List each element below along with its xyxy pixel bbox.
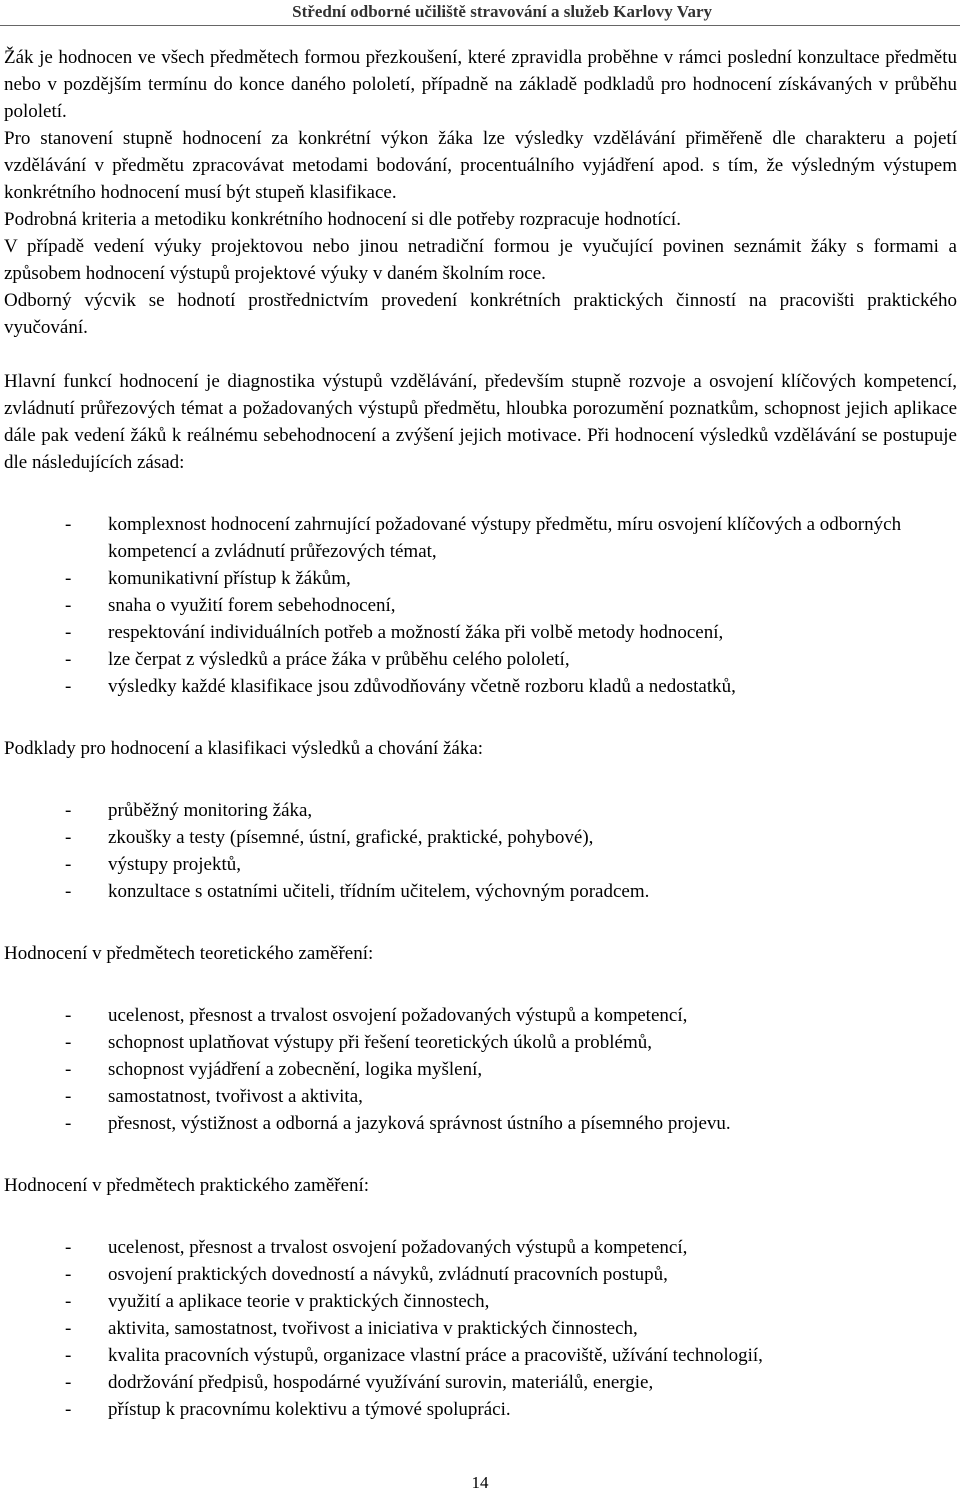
- spacer: [4, 762, 957, 797]
- spacer: [4, 341, 957, 368]
- spacer: [4, 1199, 957, 1234]
- list-item-text: přístup k pracovnímu kolektivu a týmové spolupráci.: [108, 1399, 511, 1420]
- dash-bullet: -: [65, 514, 72, 535]
- dash-bullet: -: [65, 1059, 72, 1080]
- dash-bullet: -: [65, 1372, 72, 1393]
- list-item: [4, 646, 957, 673]
- list-item-text: snaha o využití forem sebehodnocení,: [108, 595, 396, 616]
- dash-bullet: -: [65, 1032, 72, 1053]
- basis-list: [4, 797, 957, 905]
- spacer: [4, 476, 957, 511]
- dash-bullet: -: [65, 1237, 72, 1258]
- list-item: [4, 1110, 957, 1137]
- dash-bullet: -: [65, 595, 72, 616]
- dash-bullet: -: [65, 1113, 72, 1134]
- list-item-text: osvojení praktických dovedností a návyků, zvládnutí pracovních postupů,: [108, 1264, 668, 1285]
- list-item-text: výstupy projektů,: [108, 854, 241, 875]
- dash-bullet: -: [65, 649, 72, 670]
- practical-list: [4, 1234, 957, 1423]
- document-body: [4, 44, 957, 1423]
- dash-bullet: -: [65, 881, 72, 902]
- dash-bullet: -: [65, 1086, 72, 1107]
- list-item-text: respektování individuálních potřeb a možností žáka při volbě metody hodnocení,: [108, 622, 724, 643]
- list-item: [4, 1029, 957, 1056]
- principles-list: [4, 511, 957, 700]
- list-item-text: kvalita pracovních výstupů, organizace vlastní práce a pracoviště, užívání technologií,: [108, 1345, 763, 1366]
- list-item: [4, 1288, 957, 1315]
- list-item-text: zkoušky a testy (písemné, ústní, grafické, praktické, pohybové),: [108, 827, 594, 848]
- list-item: [4, 1056, 957, 1083]
- dash-bullet: -: [65, 1291, 72, 1312]
- list-item: [4, 1315, 957, 1342]
- list-item-text: lze čerpat z výsledků a práce žáka v průběhu celého pololetí,: [108, 649, 570, 670]
- list-item-text: konzultace s ostatními učiteli, třídním učitelem, výchovným poradcem.: [108, 881, 650, 902]
- list-item-text: využití a aplikace teorie v praktických činnostech,: [108, 1291, 490, 1312]
- theory-heading: Hodnocení v předmětech teoretického zaměření:: [4, 943, 374, 964]
- dash-bullet: -: [65, 676, 72, 697]
- list-item-text: přesnost, výstižnost a odborná a jazyková správnost ústního a písemného projevu.: [108, 1113, 731, 1134]
- dash-bullet: -: [65, 1345, 72, 1366]
- list-item: [4, 878, 957, 905]
- list-item-text: samostatnost, tvořivost a aktivita,: [108, 1086, 363, 1107]
- spacer: [4, 905, 957, 940]
- spacer: [4, 967, 957, 1002]
- dash-bullet: -: [65, 622, 72, 643]
- theory-list: [4, 1002, 957, 1137]
- list-item: [4, 1369, 957, 1396]
- list-item: [4, 1342, 957, 1369]
- list-item: [4, 1396, 957, 1423]
- main-paragraph: Hlavní funkcí hodnocení je diagnostika výstupů vzdělávání, především stupně rozvoje a osvojení klíčových kompetencí, zvládnutí průřezových témat a požadovaných výstupů předmětu, hloubka porozumění poznatkům, schopnost jejich aplikace dále pak vedení žáků k reálnému sebehodnocení a zvýšení jejich motivace. Při hodnocení výsledků vzdělávání se postupuje dle následujících zásad:: [4, 371, 957, 473]
- dash-bullet: -: [65, 1264, 72, 1285]
- list-item: [4, 673, 957, 700]
- list-item-text: schopnost vyjádření a zobecnění, logika myšlení,: [108, 1059, 483, 1080]
- dash-bullet: -: [65, 568, 72, 589]
- list-item-text: výsledky každé klasifikace jsou zdůvodňovány včetně rozboru kladů a nedostatků,: [108, 676, 736, 697]
- list-item-text: ucelenost, přesnost a trvalost osvojení požadovaných výstupů a kompetencí,: [108, 1237, 688, 1258]
- list-item-text: ucelenost, přesnost a trvalost osvojení požadovaných výstupů a kompetencí,: [108, 1005, 688, 1026]
- spacer: [4, 1137, 957, 1172]
- practical-heading: Hodnocení v předmětech praktického zaměření:: [4, 1175, 370, 1196]
- list-item-text: dodržování předpisů, hospodárné využívání surovin, materiálů, energie,: [108, 1372, 654, 1393]
- dash-bullet: -: [65, 827, 72, 848]
- list-item-text: komplexnost hodnocení zahrnující požadované výstupy předmětu, míru osvojení klíčových a odborných kompetencí a zvládnutí průřezových témat,: [108, 514, 902, 562]
- list-item: [4, 824, 957, 851]
- basis-heading: Podklady pro hodnocení a klasifikaci výsledků a chování žáka:: [4, 738, 484, 759]
- list-item: [4, 511, 957, 565]
- list-item-text: aktivita, samostatnost, tvořivost a iniciativa v praktických činnostech,: [108, 1318, 638, 1339]
- dash-bullet: -: [65, 800, 72, 821]
- intro-paragraph: Žák je hodnocen ve všech předmětech formou přezkoušení, které zpravidla proběhne v rámci poslední konzultace předmětu nebo v pozdějším termínu do konce daného pololetí, případně na základě podkladů pro hodnocení získávaných v průběhu pololetí.: [4, 47, 957, 122]
- list-item-text: komunikativní přístup k žákům,: [108, 568, 351, 589]
- project-paragraph: V případě vedení výuky projektovou nebo jinou netradiční formou je vyučující povinen seznámit žáky s formami a způsobem hodnocení výstupů projektové výuky v daném školním roce.: [4, 236, 957, 284]
- list-item: [4, 1083, 957, 1110]
- list-item-text: schopnost uplatňovat výstupy při řešení teoretických úkolů a problémů,: [108, 1032, 653, 1053]
- dash-bullet: -: [65, 1399, 72, 1420]
- list-item-text: průběžný monitoring žáka,: [108, 800, 313, 821]
- list-item: [4, 797, 957, 824]
- page-header: Střední odborné učiliště stravování a služeb Karlovy Vary: [292, 2, 712, 21]
- page-number: 14: [471, 1473, 489, 1492]
- dash-bullet: -: [65, 1005, 72, 1026]
- list-item: [4, 851, 957, 878]
- list-item: [4, 1261, 957, 1288]
- criteria-paragraph: Podrobná kriteria a metodiku konkrétního hodnocení si dle potřeby rozpracuje hodnotící.: [4, 209, 681, 230]
- training-paragraph: Odborný výcvik se hodnotí prostřednictvím provedení konkrétních praktických činností na pracovišti praktického vyučování.: [4, 290, 957, 338]
- list-item: [4, 592, 957, 619]
- dash-bullet: -: [65, 854, 72, 875]
- list-item: [4, 1002, 957, 1029]
- list-item: [4, 565, 957, 592]
- method-paragraph: Pro stanovení stupně hodnocení za konkrétní výkon žáka lze výsledky vzdělávání přiměřeně dle charakteru a pojetí vzdělávání v předmětu zpracovávat metodami bodování, procentuálního vyjádření apod. s tím, že výsledným výstupem konkrétního hodnocení musí být stupeň klasifikace.: [4, 128, 957, 203]
- dash-bullet: -: [65, 1318, 72, 1339]
- spacer: [4, 700, 957, 735]
- header-divider: [0, 25, 960, 26]
- list-item: [4, 1234, 957, 1261]
- list-item: [4, 619, 957, 646]
